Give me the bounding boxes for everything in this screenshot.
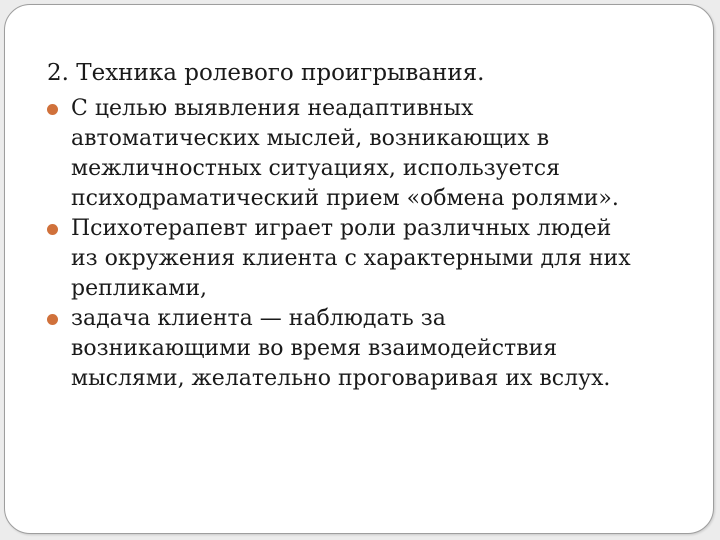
bullet-text-line: С целью выявления неадаптивных — [71, 96, 474, 121]
bullet-text-line: мыслями, желательно проговаривая их вслух. — [71, 366, 611, 391]
bullet-item — [47, 304, 687, 394]
bullet-list — [47, 94, 687, 394]
bullet-text-line: Психотерапевт играет роли различных людей — [71, 216, 612, 241]
bullet-text-line: возникающими во время взаимодействия — [71, 336, 558, 361]
bullet-item — [47, 214, 687, 304]
bullet-dot-icon — [47, 104, 58, 115]
slide-title: 2. Техника ролевого проигрывания. — [47, 60, 485, 86]
bullet-text-line: психодраматический прием «обмена ролями». — [71, 186, 619, 211]
bullet-dot-icon — [47, 314, 58, 325]
bullet-text-line: из окружения клиента с характерными для них — [71, 246, 631, 271]
bullet-item — [47, 94, 687, 214]
bullet-dot-icon — [47, 224, 58, 235]
slide-frame — [4, 4, 714, 534]
slide-content — [47, 57, 687, 394]
bullet-text-line: автоматических мыслей, возникающих в — [71, 126, 550, 151]
bullet-text-line: репликами, — [71, 276, 208, 301]
bullet-text-line: задача клиента — наблюдать за — [71, 306, 446, 331]
bullet-text-line: межличностных ситуациях, используется — [71, 156, 561, 181]
